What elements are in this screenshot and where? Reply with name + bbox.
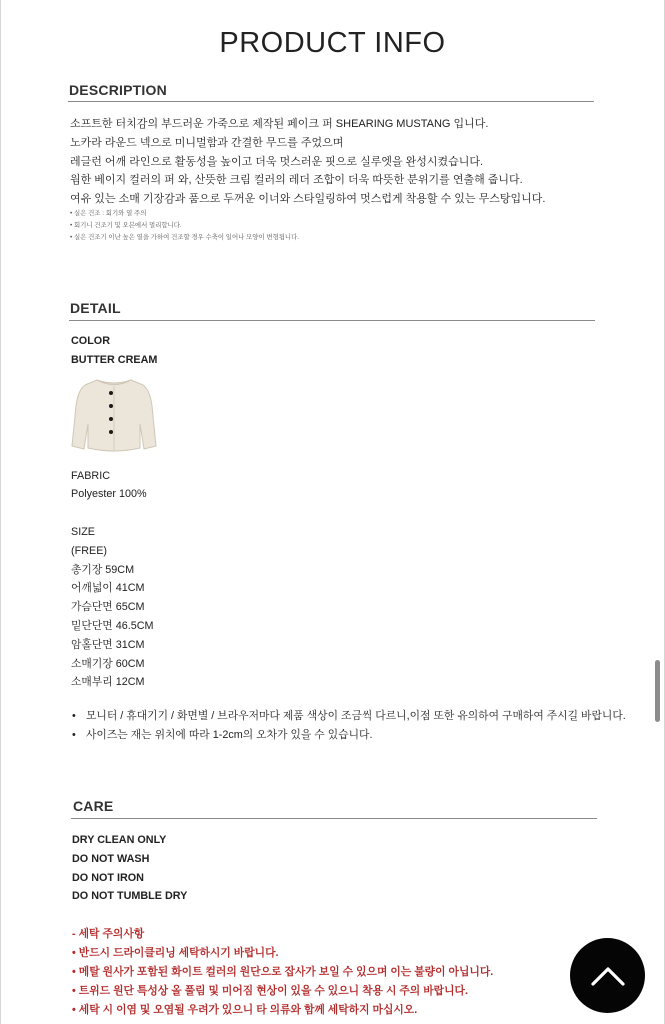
bullet-glyph: • [72, 729, 76, 741]
care-line: DO NOT TUMBLE DRY [72, 890, 188, 903]
description-line: 레글런 어깨 라인으로 활동성을 높이고 더욱 멋스러운 핏으로 실루엣을 완성시켰습니다. [70, 155, 484, 168]
description-line: 소프트한 터치감의 부드러운 가죽으로 제작된 페이크 퍼 SHEARING MUSTANG 입니다. [70, 118, 489, 130]
description-line: 웜한 베이지 컬러의 퍼 와, 산뜻한 크림 컬러의 레더 조합이 더욱 따뜻한 분위기를 연출해 줍니다. [70, 174, 523, 187]
size-item: 소매기장 60CM [71, 657, 145, 670]
notice-item [72, 726, 626, 745]
size-label: SIZE [71, 525, 95, 538]
color-value: BUTTER CREAM [71, 353, 158, 366]
fabric-value: Polyester 100% [71, 488, 147, 501]
size-item: 밑단단면 46.5CM [71, 619, 154, 632]
warning-line: - 세탁 주의사항 [72, 928, 145, 940]
care-line: DRY CLEAN ONLY [72, 834, 167, 846]
warning-line: • 트위드 원단 특성상 올 풀림 및 미어짐 현상이 있을 수 있으니 착용 시 주의 바랍니다. [72, 985, 468, 997]
size-item: 가슴단면 65CM [71, 601, 145, 614]
care-note: • 실은 건조기 이난 높은 열을 가하여 건조할 경우 수축이 일어나 모양이 변형됩니다. [70, 234, 300, 241]
description-line: 노카라 라운드 넥으로 미니멀함과 간결한 무드를 주었으며 [70, 136, 344, 149]
warning-line: • 메탈 원사가 포함된 화이트 컬러의 원단으로 잡사가 보일 수 있으며 이는 불량이 아닙니다. [72, 966, 494, 978]
care-heading: CARE [73, 798, 114, 814]
description-divider [68, 101, 594, 102]
description-heading: DESCRIPTION [69, 82, 167, 98]
warning-line: • 반드시 드라이클리닝 세탁하시기 바랍니다. [72, 947, 279, 959]
care-line: DO NOT WASH [72, 852, 150, 865]
care-instructions [72, 831, 187, 906]
description-text [70, 115, 545, 209]
description-line: 여유 있는 소매 기장감과 품으로 두꺼운 이너와 스타일링하여 멋스럽게 착용할 수 있는 무스탕입니다. [70, 193, 546, 206]
care-note: • 회기니 건조기 및 오븐에서 멀리합니다. [70, 222, 182, 229]
size-item: 총기장 59CM [71, 563, 135, 576]
page-title: PRODUCT INFO [219, 27, 446, 59]
bullet-glyph: • [72, 710, 76, 722]
size-free: (FREE) [71, 544, 107, 557]
detail-divider [69, 320, 595, 321]
scroll-to-top-button[interactable] [570, 938, 645, 1013]
size-item: 어깨넓이 41CM [71, 582, 145, 595]
cream-jacket-image [70, 376, 158, 454]
notice-list [72, 707, 626, 745]
notice-item [72, 707, 626, 726]
size-item: 소매부리 12CM [71, 676, 145, 689]
notice-text: 사이즈는 재는 위치에 따라 1-2cm의 오차가 있을 수 있습니다. [86, 729, 373, 741]
frame-left-border [0, 0, 1, 1024]
detail-heading: DETAIL [70, 300, 121, 316]
size-item: 암홀단면 31CM [71, 638, 145, 651]
chevron-up-icon [590, 965, 626, 987]
notice-text: 모니터 / 휴대기기 / 화면별 / 브라우저마다 제품 색상이 조금씩 다르니,이점 또한 유의하여 구매하여 주시길 바랍니다. [86, 710, 626, 722]
care-line: DO NOT IRON [72, 871, 144, 884]
wash-warnings [72, 925, 493, 1020]
warning-line: • 세탁 시 이염 및 오염될 우려가 있으니 타 의류와 함께 세탁하지 마십시오. [72, 1004, 418, 1016]
color-label: COLOR [71, 335, 110, 347]
fabric-label: FABRIC [71, 469, 110, 482]
care-notes [70, 208, 299, 244]
care-divider [71, 818, 597, 819]
page-scrollbar[interactable] [655, 660, 660, 722]
care-note: • 실은 건조 : 회기와 열 주의 [70, 210, 147, 217]
